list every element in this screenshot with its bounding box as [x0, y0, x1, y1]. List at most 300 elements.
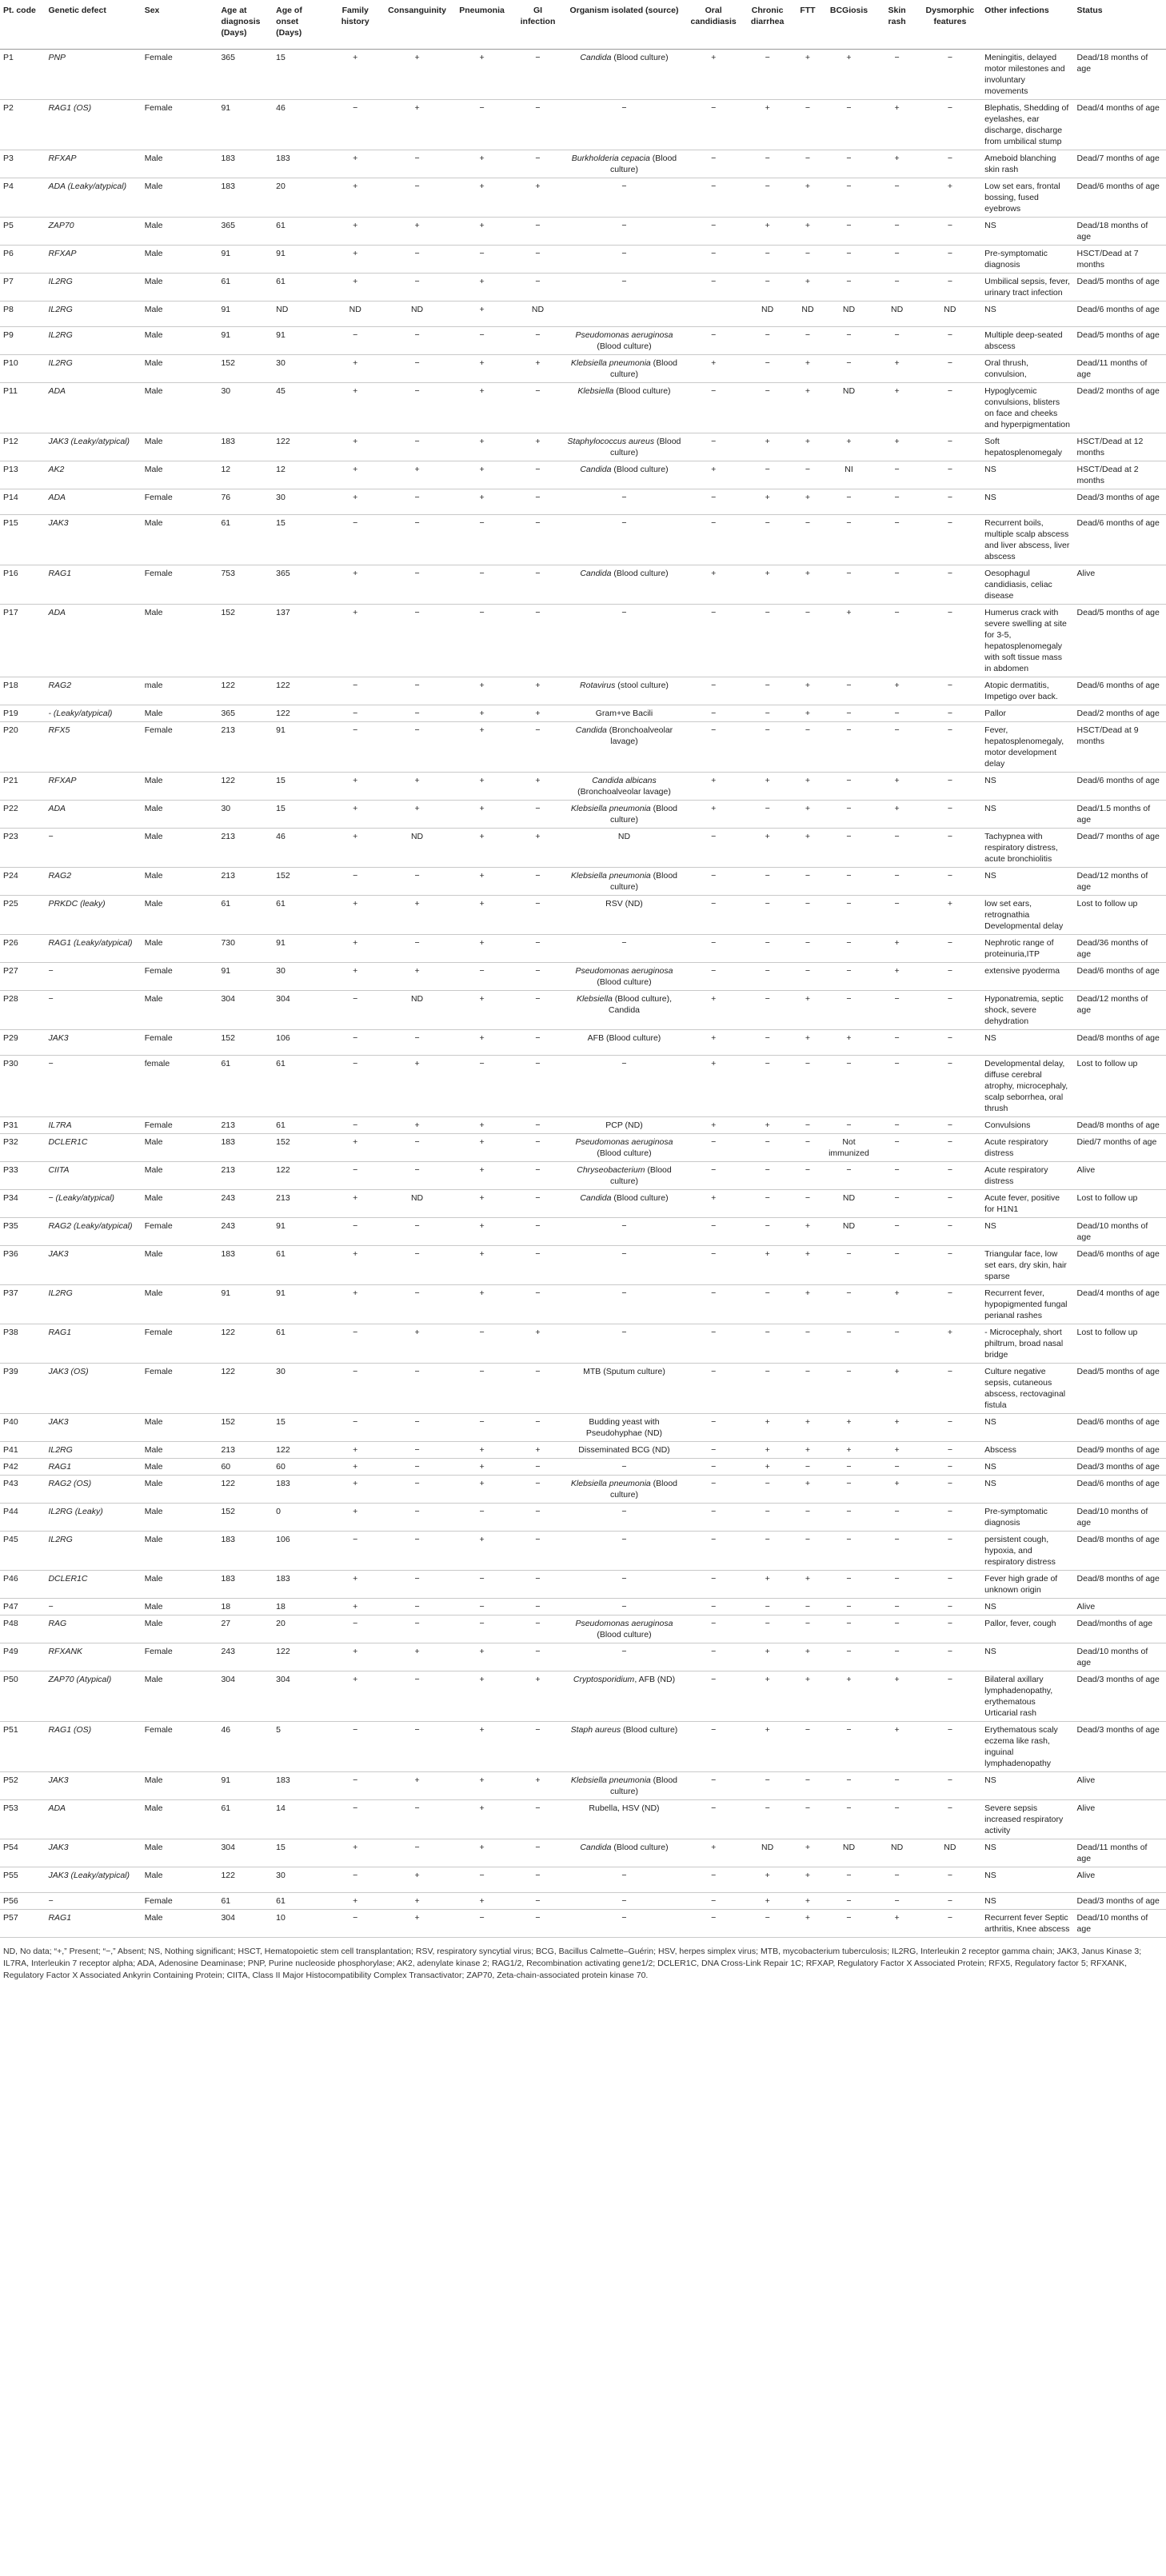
- table-cell: Male: [142, 705, 218, 722]
- table-cell: −: [685, 515, 742, 565]
- column-header: FTT: [793, 0, 823, 50]
- table-cell: −: [685, 677, 742, 705]
- table-cell: −: [919, 433, 982, 461]
- table-cell: −: [876, 896, 919, 935]
- table-cell: 61: [273, 1056, 328, 1117]
- table-cell: −: [919, 1867, 982, 1893]
- table-cell: +: [328, 150, 383, 178]
- table-cell: −: [793, 1532, 823, 1571]
- table-cell: −: [742, 1532, 793, 1571]
- table-cell: +: [328, 50, 383, 100]
- table-cell: Dead/8 months of age: [1074, 1571, 1166, 1599]
- table-cell: JAK3: [45, 1772, 141, 1800]
- table-cell: Acute respiratory distress: [981, 1134, 1073, 1162]
- table-cell: −: [563, 1285, 685, 1324]
- table-cell: −: [919, 963, 982, 991]
- table-cell: −: [685, 1134, 742, 1162]
- table-cell: Bilateral axillary lymphadenopathy, erythematous Urticarial rash: [981, 1671, 1073, 1722]
- table-cell: −: [822, 722, 875, 773]
- table-cell: P48: [0, 1615, 45, 1643]
- table-cell: −: [822, 1364, 875, 1414]
- table-cell: +: [876, 1414, 919, 1442]
- table-cell: −: [383, 605, 452, 677]
- table-cell: 46: [273, 100, 328, 150]
- table-cell: +: [876, 963, 919, 991]
- table-cell: +: [876, 1364, 919, 1414]
- table-cell: −: [822, 1459, 875, 1476]
- table-cell: 365: [218, 705, 273, 722]
- table-cell: Pseudomonas aeruginosa (Blood culture): [563, 327, 685, 355]
- table-cell: −: [919, 1800, 982, 1839]
- table-cell: −: [919, 515, 982, 565]
- table-row: [0, 1643, 1166, 1671]
- table-cell: P36: [0, 1246, 45, 1285]
- table-cell: Male: [142, 1476, 218, 1504]
- table-cell: −: [685, 1615, 742, 1643]
- table-cell: Male: [142, 1162, 218, 1190]
- table-cell: +: [513, 433, 564, 461]
- table-cell: −: [513, 868, 564, 896]
- table-cell: P37: [0, 1285, 45, 1324]
- table-cell: −: [876, 1772, 919, 1800]
- table-cell: −: [513, 489, 564, 515]
- table-cell: −: [685, 1893, 742, 1910]
- table-row: [0, 963, 1166, 991]
- table-cell: Male: [142, 327, 218, 355]
- table-cell: +: [383, 963, 452, 991]
- table-cell: −: [742, 1476, 793, 1504]
- table-cell: −: [822, 1800, 875, 1839]
- table-cell: +: [328, 433, 383, 461]
- table-cell: 15: [273, 50, 328, 100]
- table-cell: 61: [218, 515, 273, 565]
- table-row: [0, 1246, 1166, 1285]
- table-cell: −: [685, 1442, 742, 1459]
- table-cell: 152: [218, 1504, 273, 1532]
- table-cell: Male: [142, 1571, 218, 1599]
- table-cell: −: [919, 1599, 982, 1615]
- table-cell: −: [563, 1246, 685, 1285]
- table-cell: RAG2: [45, 677, 141, 705]
- table-cell: −: [793, 1324, 823, 1364]
- table-cell: Dead/6 months of age: [1074, 515, 1166, 565]
- table-cell: NS: [981, 801, 1073, 829]
- table-cell: 12: [273, 461, 328, 489]
- table-cell: +: [876, 677, 919, 705]
- table-cell: +: [328, 383, 383, 433]
- table-cell: −: [919, 722, 982, 773]
- table-cell: −: [919, 1532, 982, 1571]
- table-cell: −: [822, 1910, 875, 1938]
- table-row: [0, 705, 1166, 722]
- table-cell: −: [685, 1504, 742, 1532]
- table-cell: Dead/5 months of age: [1074, 327, 1166, 355]
- table-cell: Fever high grade of unknown origin: [981, 1571, 1073, 1599]
- table-cell: 15: [273, 1414, 328, 1442]
- table-row: [0, 1615, 1166, 1643]
- table-cell: +: [742, 1246, 793, 1285]
- table-cell: −: [876, 1893, 919, 1910]
- table-cell: Dead/5 months of age: [1074, 1364, 1166, 1414]
- table-row: [0, 1324, 1166, 1364]
- table-cell: NS: [981, 1218, 1073, 1246]
- table-cell: −: [328, 677, 383, 705]
- table-cell: −: [742, 1218, 793, 1246]
- table-header-row: [0, 0, 1166, 50]
- table-cell: −: [876, 1599, 919, 1615]
- table-cell: −: [328, 1030, 383, 1056]
- table-cell: −: [513, 935, 564, 963]
- table-cell: +: [876, 1476, 919, 1504]
- table-cell: +: [452, 1800, 513, 1839]
- table-cell: 30: [273, 1867, 328, 1893]
- table-cell: −: [685, 274, 742, 302]
- table-cell: 61: [273, 1324, 328, 1364]
- table-cell: P22: [0, 801, 45, 829]
- table-row: [0, 150, 1166, 178]
- table-cell: −: [383, 327, 452, 355]
- table-cell: −: [563, 218, 685, 246]
- table-cell: Died/7 months of age: [1074, 1134, 1166, 1162]
- table-row: [0, 178, 1166, 218]
- table-cell: 152: [273, 1134, 328, 1162]
- table-cell: −: [513, 1800, 564, 1839]
- table-cell: P27: [0, 963, 45, 991]
- table-row: [0, 1459, 1166, 1476]
- table-cell: −: [793, 868, 823, 896]
- table-cell: −: [876, 1800, 919, 1839]
- table-cell: +: [793, 433, 823, 461]
- table-cell: 152: [273, 868, 328, 896]
- table-cell: −: [919, 801, 982, 829]
- table-cell: Meningitis, delayed motor milestones and involuntary movements: [981, 50, 1073, 100]
- table-cell: Umbilical sepsis, fever, urinary tract infection: [981, 274, 1073, 302]
- table-cell: Fever, hepatosplenomegaly, motor development delay: [981, 722, 1073, 773]
- table-cell: Dead/12 months of age: [1074, 868, 1166, 896]
- table-cell: −: [513, 1571, 564, 1599]
- table-cell: −: [685, 605, 742, 677]
- table-cell: P50: [0, 1671, 45, 1722]
- table-cell: −: [685, 935, 742, 963]
- table-cell: −: [822, 274, 875, 302]
- table-cell: +: [793, 705, 823, 722]
- table-cell: RAG1 (Leaky/atypical): [45, 935, 141, 963]
- table-cell: 46: [273, 829, 328, 868]
- table-cell: Dead/6 months of age: [1074, 773, 1166, 801]
- table-cell: Dead/3 months of age: [1074, 1722, 1166, 1772]
- table-cell: −: [793, 1162, 823, 1190]
- table-cell: NS: [981, 868, 1073, 896]
- table-cell: −: [685, 1285, 742, 1324]
- table-cell: 18: [218, 1599, 273, 1615]
- table-cell: Triangular face, low set ears, dry skin, hair sparse: [981, 1246, 1073, 1285]
- table-cell: Male: [142, 1285, 218, 1324]
- table-cell: P4: [0, 178, 45, 218]
- table-cell: P21: [0, 773, 45, 801]
- table-cell: Dead/3 months of age: [1074, 489, 1166, 515]
- table-cell: +: [452, 1532, 513, 1571]
- table-cell: −: [793, 963, 823, 991]
- table-cell: −: [919, 1030, 982, 1056]
- table-cell: 243: [218, 1643, 273, 1671]
- table-cell: 243: [218, 1218, 273, 1246]
- table-cell: 91: [218, 327, 273, 355]
- table-cell: +: [328, 1476, 383, 1504]
- table-cell: Dead/1.5 months of age: [1074, 801, 1166, 829]
- table-cell: extensive pyoderma: [981, 963, 1073, 991]
- table-cell: 61: [218, 896, 273, 935]
- table-cell: Dead/10 months of age: [1074, 1910, 1166, 1938]
- table-cell: 61: [218, 274, 273, 302]
- table-cell: −: [822, 327, 875, 355]
- table-cell: −: [822, 677, 875, 705]
- table-cell: 91: [218, 1772, 273, 1800]
- table-cell: −: [328, 1867, 383, 1893]
- table-cell: −: [513, 722, 564, 773]
- table-cell: −: [822, 963, 875, 991]
- table-cell: +: [793, 1442, 823, 1459]
- table-cell: +: [742, 1643, 793, 1671]
- table-cell: IL2RG: [45, 1442, 141, 1459]
- table-cell: Dead/18 months of age: [1074, 50, 1166, 100]
- table-cell: −: [793, 896, 823, 935]
- table-cell: −: [563, 1643, 685, 1671]
- table-cell: − (Leaky/atypical): [45, 1190, 141, 1218]
- table-cell: HSCT/Dead at 7 months: [1074, 246, 1166, 274]
- table-cell: +: [452, 1134, 513, 1162]
- table-cell: −: [513, 100, 564, 150]
- table-cell: −: [919, 705, 982, 722]
- table-cell: P46: [0, 1571, 45, 1599]
- table-cell: +: [452, 1772, 513, 1800]
- table-cell: −: [452, 963, 513, 991]
- table-cell: −: [513, 1599, 564, 1615]
- table-cell: −: [563, 605, 685, 677]
- table-cell: P5: [0, 218, 45, 246]
- table-cell: ZAP70 (Atypical): [45, 1671, 141, 1722]
- table-cell: Dead/months of age: [1074, 1615, 1166, 1643]
- table-cell: Dead/8 months of age: [1074, 1030, 1166, 1056]
- table-row: [0, 1571, 1166, 1599]
- table-cell: AK2: [45, 461, 141, 489]
- table-cell: Female: [142, 1364, 218, 1414]
- table-cell: Alive: [1074, 1867, 1166, 1893]
- table-cell: Dead/6 months of age: [1074, 677, 1166, 705]
- table-cell: +: [383, 1910, 452, 1938]
- table-cell: 122: [273, 1442, 328, 1459]
- table-cell: Pseudomonas aeruginosa (Blood culture): [563, 963, 685, 991]
- column-header: GI infection: [513, 0, 564, 50]
- table-cell: Alive: [1074, 1800, 1166, 1839]
- table-cell: −: [822, 1599, 875, 1615]
- table-cell: −: [685, 1414, 742, 1442]
- table-cell: −: [919, 383, 982, 433]
- table-cell: −: [513, 1643, 564, 1671]
- table-cell: RAG: [45, 1615, 141, 1643]
- table-cell: +: [452, 1893, 513, 1910]
- table-cell: +: [452, 677, 513, 705]
- table-cell: +: [876, 100, 919, 150]
- table-cell: −: [876, 327, 919, 355]
- table-cell: Klebsiella pneumonia (Blood culture): [563, 801, 685, 829]
- table-cell: ND: [919, 302, 982, 327]
- table-cell: +: [383, 1643, 452, 1671]
- table-cell: −: [919, 868, 982, 896]
- table-cell: Dead/4 months of age: [1074, 1285, 1166, 1324]
- table-cell: −: [822, 1643, 875, 1671]
- table-cell: 122: [218, 1364, 273, 1414]
- table-cell: −: [822, 801, 875, 829]
- table-cell: Female: [142, 1324, 218, 1364]
- table-cell: P31: [0, 1117, 45, 1134]
- table-row: [0, 1504, 1166, 1532]
- table-row: [0, 605, 1166, 677]
- table-cell: +: [742, 1117, 793, 1134]
- table-cell: +: [513, 1671, 564, 1722]
- table-cell: P55: [0, 1867, 45, 1893]
- table-row: [0, 1190, 1166, 1218]
- table-cell: −: [563, 178, 685, 218]
- table-cell: −: [685, 433, 742, 461]
- table-cell: −: [919, 1056, 982, 1117]
- table-cell: ND: [822, 1839, 875, 1867]
- table-cell: RAG2 (OS): [45, 1476, 141, 1504]
- table-cell: 30: [273, 489, 328, 515]
- table-cell: 15: [273, 773, 328, 801]
- table-cell: Alive: [1074, 565, 1166, 605]
- table-cell: −: [742, 1134, 793, 1162]
- table-cell: −: [793, 1459, 823, 1476]
- table-cell: IL2RG (Leaky): [45, 1504, 141, 1532]
- table-cell: −: [513, 1867, 564, 1893]
- table-cell: −: [876, 991, 919, 1030]
- table-cell: −: [876, 1459, 919, 1476]
- table-cell: NS: [981, 1599, 1073, 1615]
- column-header: Pt. code: [0, 0, 45, 50]
- table-cell: Klebsiella (Blood culture): [563, 383, 685, 433]
- table-cell: Ameboid blanching skin rash: [981, 150, 1073, 178]
- table-cell: Dead/7 months of age: [1074, 150, 1166, 178]
- table-cell: +: [793, 991, 823, 1030]
- table-cell: P45: [0, 1532, 45, 1571]
- table-row: [0, 1442, 1166, 1459]
- table-cell: −: [383, 1459, 452, 1476]
- table-cell: Male: [142, 773, 218, 801]
- table-cell: −: [328, 515, 383, 565]
- table-cell: Candida (Bronchoalveolar lavage): [563, 722, 685, 773]
- table-cell: −: [513, 150, 564, 178]
- table-cell: −: [513, 1285, 564, 1324]
- table-cell: −: [328, 868, 383, 896]
- table-cell: P34: [0, 1190, 45, 1218]
- table-cell: Male: [142, 383, 218, 433]
- table-cell: Candida (Blood culture): [563, 461, 685, 489]
- table-cell: −: [328, 1910, 383, 1938]
- table-cell: P11: [0, 383, 45, 433]
- table-cell: −: [822, 1324, 875, 1364]
- table-cell: −: [383, 1285, 452, 1324]
- table-cell: −: [742, 1324, 793, 1364]
- table-cell: Acute fever, positive for H1N1: [981, 1190, 1073, 1218]
- table-cell: −: [383, 274, 452, 302]
- table-cell: −: [513, 246, 564, 274]
- table-cell: −: [876, 1030, 919, 1056]
- table-cell: JAK3: [45, 1246, 141, 1285]
- table-cell: 122: [218, 1867, 273, 1893]
- table-cell: −: [742, 246, 793, 274]
- table-cell: +: [328, 1190, 383, 1218]
- table-cell: 183: [218, 433, 273, 461]
- table-row: [0, 246, 1166, 274]
- table-cell: Recurrent fever, hypopigmented fungal perianal rashes: [981, 1285, 1073, 1324]
- table-cell: −: [919, 1414, 982, 1442]
- table-cell: Male: [142, 515, 218, 565]
- table-cell: +: [513, 773, 564, 801]
- table-cell: −: [876, 722, 919, 773]
- table-cell: +: [919, 1324, 982, 1364]
- table-cell: ND: [822, 383, 875, 433]
- table-cell: P38: [0, 1324, 45, 1364]
- table-cell: −: [513, 991, 564, 1030]
- table-cell: +: [328, 1671, 383, 1722]
- table-cell: NS: [981, 1772, 1073, 1800]
- table-cell: −: [383, 935, 452, 963]
- column-header: BCGiosis: [822, 0, 875, 50]
- table-cell: Lost to follow up: [1074, 1190, 1166, 1218]
- table-cell: Female: [142, 722, 218, 773]
- table-cell: −: [452, 327, 513, 355]
- table-cell: 730: [218, 935, 273, 963]
- table-cell: −: [452, 1867, 513, 1893]
- column-header: Oral candidiasis: [685, 0, 742, 50]
- table-cell: +: [328, 1839, 383, 1867]
- table-cell: −: [513, 327, 564, 355]
- column-header: Dysmorphic features: [919, 0, 982, 50]
- table-cell: +: [452, 896, 513, 935]
- table-cell: −: [383, 868, 452, 896]
- column-header: Other infections: [981, 0, 1073, 50]
- table-cell: +: [793, 178, 823, 218]
- table-cell: JAK3 (Leaky/atypical): [45, 1867, 141, 1893]
- table-cell: NS: [981, 1839, 1073, 1867]
- table-cell: −: [513, 896, 564, 935]
- table-cell: Gram+ve Bacili: [563, 705, 685, 722]
- table-cell: −: [45, 1893, 141, 1910]
- table-cell: Dead/11 months of age: [1074, 1839, 1166, 1867]
- table-cell: −: [328, 1364, 383, 1414]
- table-cell: −: [685, 896, 742, 935]
- table-cell: −: [563, 1867, 685, 1893]
- column-header: Age of onset (Days): [273, 0, 328, 50]
- table-cell: +: [383, 1893, 452, 1910]
- table-cell: +: [328, 461, 383, 489]
- table-cell: −: [563, 1324, 685, 1364]
- table-cell: +: [452, 1285, 513, 1324]
- table-cell: −: [793, 935, 823, 963]
- table-cell: 30: [218, 801, 273, 829]
- table-cell: +: [793, 1030, 823, 1056]
- table-cell: −: [742, 1615, 793, 1643]
- table-cell: −: [822, 489, 875, 515]
- table-cell: −: [793, 722, 823, 773]
- table-row: [0, 1772, 1166, 1800]
- table-cell: +: [328, 963, 383, 991]
- table-cell: Budding yeast with Pseudohyphae (ND): [563, 1414, 685, 1442]
- table-cell: −: [742, 1030, 793, 1056]
- table-cell: Male: [142, 1504, 218, 1532]
- table-cell: 91: [218, 963, 273, 991]
- table-cell: −: [383, 1615, 452, 1643]
